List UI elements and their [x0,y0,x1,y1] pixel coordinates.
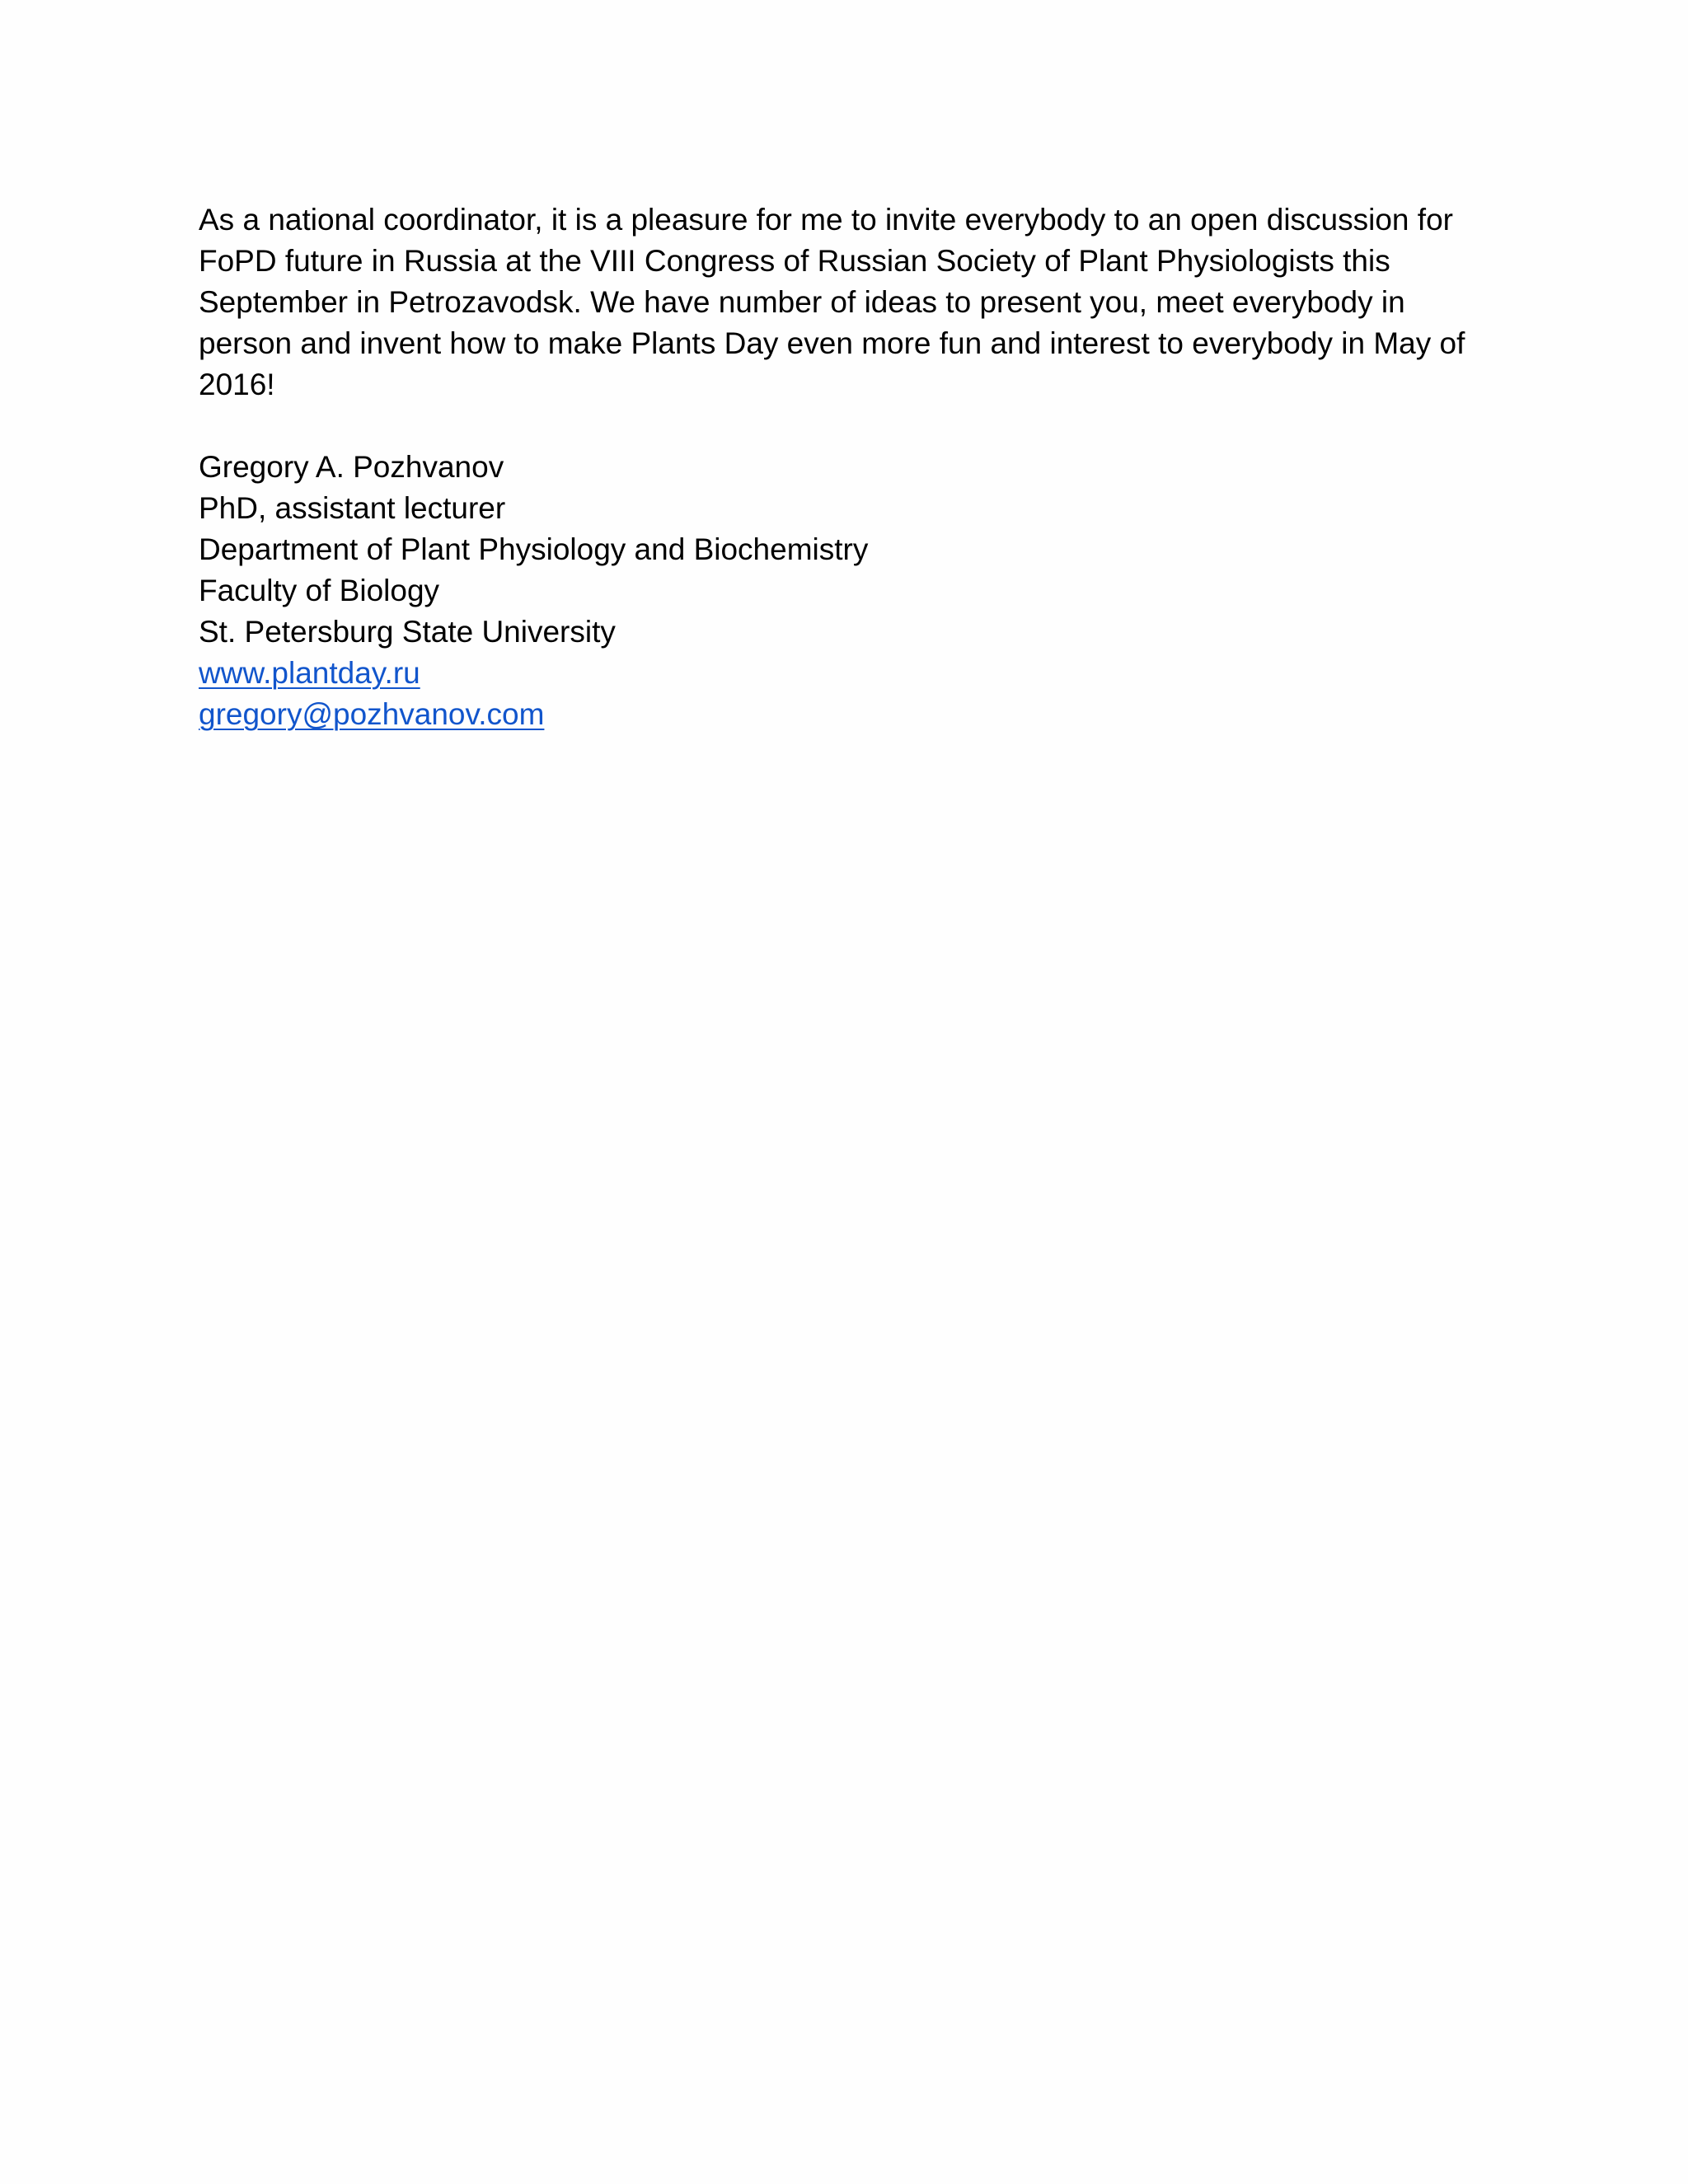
signature-name: Gregory A. Pozhvanov [199,450,504,484]
invitation-paragraph: As a national coordinator, it is a pleasure for me to invite everybody to an open discussion for FoPD future in Russia at the VIII Congress of Russian Society of Plant Physiologists this September in Petrozavodsk. We have number of ideas to present you, meet everybody in person and invent how to make Plants Day even more fun and interest to everybody in May of 2016! [199,203,1465,401]
signature-faculty: Faculty of Biology [199,574,440,607]
signature-title: PhD, assistant lecturer [199,491,506,525]
signature-block [199,447,1484,735]
email-link[interactable]: gregory@pozhvanov.com [199,697,545,731]
website-link[interactable]: www.plantday.ru [199,656,420,690]
signature-university: St. Petersburg State University [199,615,616,649]
document-body [199,199,1484,735]
signature-department: Department of Plant Physiology and Biochemistry [199,532,869,566]
